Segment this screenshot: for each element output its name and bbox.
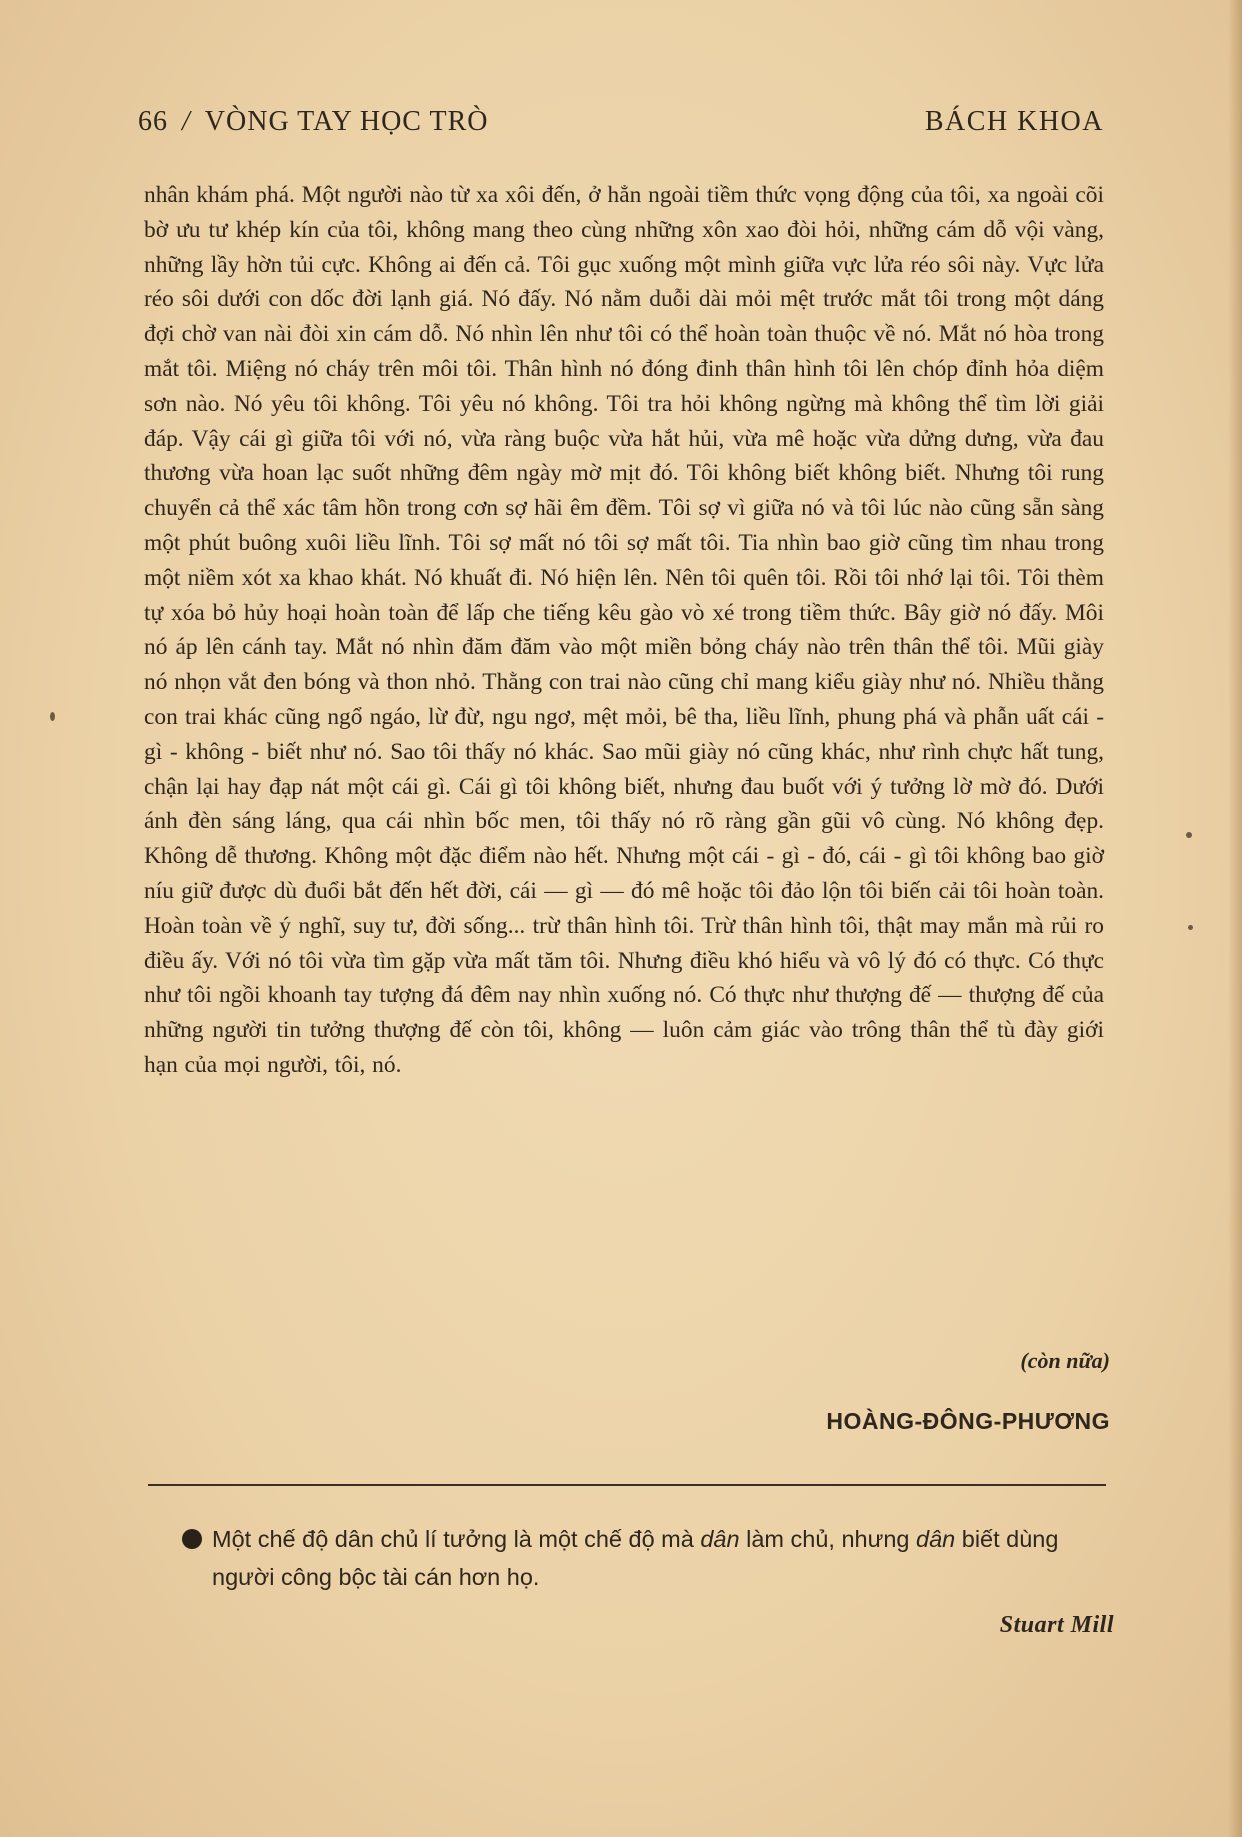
paper-speck — [50, 712, 55, 721]
quote-emphasis-2: dân — [916, 1526, 956, 1552]
page-edge-shadow — [1228, 0, 1242, 1837]
paper-speck — [1186, 832, 1192, 838]
continued-note: (còn nữa) — [1020, 1348, 1110, 1373]
author-name: HOÀNG-ĐÔNG-PHƯƠNG — [826, 1408, 1110, 1434]
header-separator: / — [182, 106, 191, 137]
quote-text-3: biết dùng người công bộc tài cán hơn họ. — [212, 1526, 1059, 1590]
article-body: nhân khám phá. Một người nào từ xa xôi đến, ở hẳn ngoài tiềm thức vọng động của tôi, xa ngoài cõi bờ ưu tư khép kín của tôi, không mang theo cùng những xôn xao đòi hỏi, những cám dỗ vội vàng, những lầy hờn tủi cực. Không ai đến cả. Tôi gục xuống một mình giữa vực lửa réo sôi này. Vực lửa réo sôi dưới con dốc đời lạnh giá. Nó đấy. Nó nằm duỗi dài mỏi mệt trước mắt tôi trong một dáng đợi chờ van nài đòi xin cám dỗ. Nó nhìn lên như tôi có thể hoàn toàn thuộc về nó. Mắt nó hòa trong mắt tôi. Miệng nó cháy trên môi tôi. Thân hình nó đóng đinh thân hình tôi lên chóp đỉnh hỏa diệm sơn nào. Nó yêu tôi không. Tôi yêu nó không. Tôi tra hỏi không ngừng mà không thể tìm lời giải đáp. Vậy cái gì giữa tôi với nó, vừa ràng buộc vừa hắt hủi, vừa mê hoặc vừa dửng dưng, vừa đau thương vừa hoan lạc suốt những đêm ngày mờ mịt đó. Tôi không biết không biết. Nhưng tôi rung chuyển cả thể xác tâm hồn trong cơn sợ hãi êm đềm. Tôi sợ vì giữa nó và tôi lúc nào cũng sẵn sàng một phút buông xuôi liều lĩnh. Tôi sợ mất nó tôi sợ mất tôi. Tia nhìn bao giờ cũng tìm nhau trong một niềm xót xa khao khát. Nó khuất đi. Nó hiện lên. Nên tôi quên tôi. Rồi tôi nhớ lại tôi. Tôi thèm tự xóa bỏ hủy hoại hoàn toàn để lấp che tiếng kêu gào vò xé trong tiềm thức. Bây giờ nó đấy. Môi nó áp lên cánh tay. Mắt nó nhìn đăm đăm vào một miền bỏng cháy nào trên thân thể tôi. Mũi giày nó nhọn vắt đen bóng và thon nhỏ. Thằng con trai nào cũng chỉ mang kiểu giày như nó. Nhiều thằng con trai khác cũng ngổ ngáo, lừ đừ, ngu ngơ, mệt mỏi, bê tha, liều lĩnh, phung phá và phẫn uất cái - gì - không - biết như nó. Sao tôi thấy nó khác. Sao mũi giày nó cũng khác, như rình chực hất tung, chận lại hay đạp nát một cái gì. Cái gì tôi không biết, nhưng đau buốt với ý tưởng lờ mờ đó. Dưới ánh đèn sáng láng, qua cái nhìn bốc men, tôi thấy nó rõ ràng gần gũi vô cùng. Nó không đẹp. Không dễ thương. Không một đặc điểm nào hết. Nhưng một cái - gì - đó, cái - gì tôi không bao giờ níu giữ được dù đuổi bắt đến hết đời, cái — gì — đó mê hoặc tôi đảo lộn tôi biến cải tôi hoàn toàn. Hoàn toàn về ý nghĩ, suy tư, đời sống... trừ thân hình tôi. Trừ thân hình tôi, thật may mắn mà rủi ro điều ấy. Với nó tôi vừa tìm gặp vừa mất tăm tôi. Nhưng điều khó hiểu và vô lý đó có thực. Có thực như tôi ngồi khoanh tay tượng đá đêm nay nhìn xuống nó. Có thực như thượng đế — thượng đế của những người tin tưởng thượng đế còn tôi, không — luôn cảm giác vào trông thân thể tù đày giới hạn của mọi người, tôi, nó. — [144, 182, 1104, 1078]
running-header — [138, 106, 1104, 146]
quote-text-2: làm chủ, nhưng — [739, 1526, 916, 1552]
quote-attribution: Stuart Mill — [999, 1612, 1114, 1638]
divider — [148, 1484, 1106, 1486]
quote-emphasis-1: dân — [700, 1526, 740, 1552]
page-number: 66 — [138, 106, 168, 137]
magazine-name: BÁCH KHOA — [924, 106, 1104, 137]
quote-block — [212, 1520, 1102, 1596]
section-title: VÒNG TAY HỌC TRÒ — [204, 106, 489, 137]
header-left — [138, 106, 488, 138]
bullet-icon — [182, 1529, 202, 1549]
quote-text-1: Một chế độ dân chủ lí tưởng là một chế độ mà — [212, 1526, 701, 1552]
paper-speck — [1188, 925, 1193, 930]
